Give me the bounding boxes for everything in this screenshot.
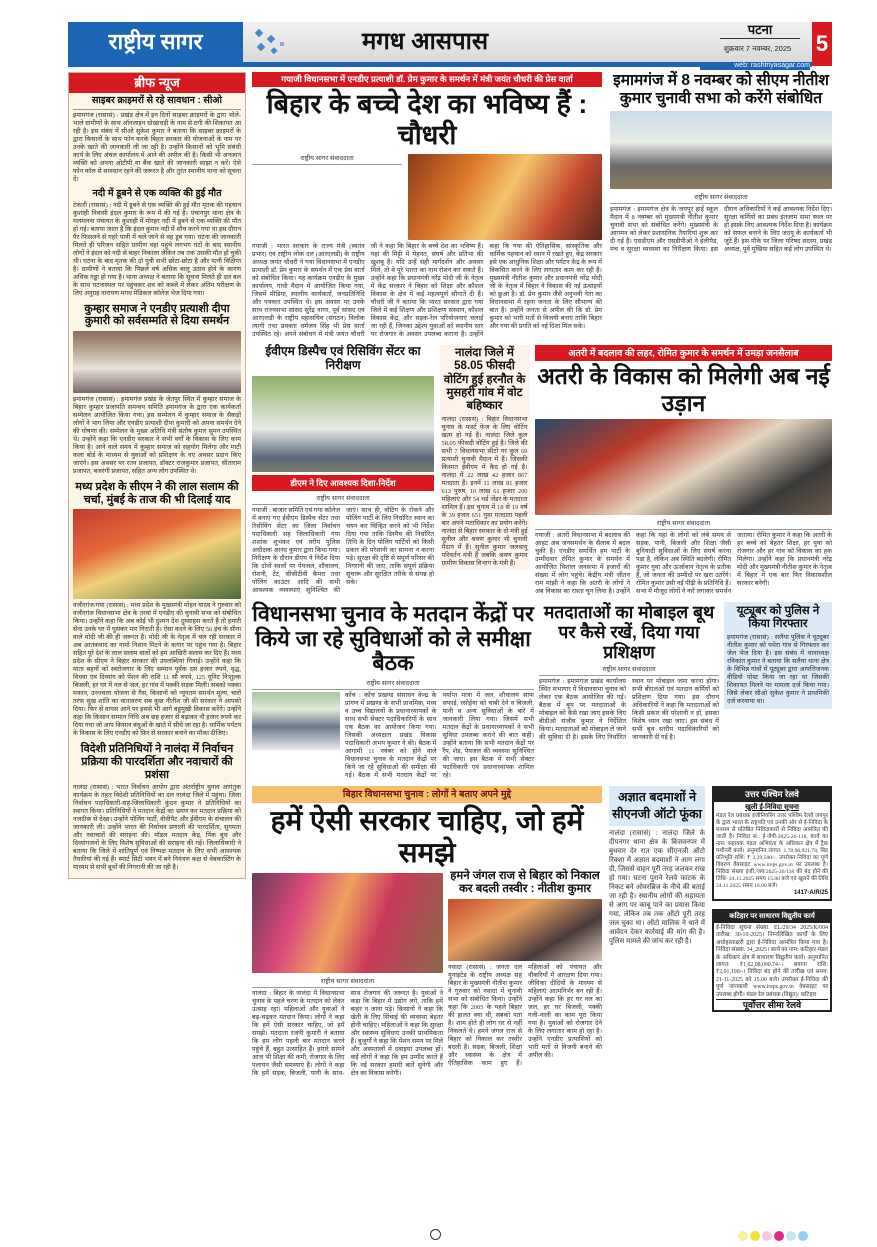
brief-item-title: मध्य प्रदेश के सीएम ने की लाल सलाम की चर्चा, मुंबई के ताज की भी दिलाई याद (75, 481, 239, 506)
atri-story (535, 345, 832, 596)
youtuber-body: इमामगंज (रासासं) : सलैया पुलिस ने यूट्यूबर नीतीश कुमार को पथेरा गांव से गिरफ्तार कर जेल भेज दिया है। इस संबंध में थानाध्यक्ष रविकांत कुमार ने बताया कि सलैया थाना क्षेत्र के विभिन्न गांवों में यूट्यूबर द्वारा आपत्तिजनक वीडियो पोस्ट किया जा रहा था जिसकी शिकायत मिलने पर मामला दर्ज किया गया। जिसे लेकर सीओ सुकेश कुमार ने प्राथमिकी दर्ज करवाया था। (727, 634, 829, 706)
brief-item-title: विदेशी प्रतिनिधियों ने नालंदा में निर्वाचन प्रक्रिया की पारदर्शिता और नवाचारों की प्रशंसा (80, 743, 234, 781)
ad-code: 1417-A/R/25 (793, 889, 828, 896)
people-body: नालंदा : बिहार के नालंदा में विधानसभा चुनाव के पहले चरण के मतदान को लेकर उत्साह रहा। महिलाओं और युवाओं ने बढ़-चढ़कर मतदान किया। लोगों ने कहा कि हमें ऐसी सरकार चाहिए, जो हमें समझे। मतदाता रजनी कुमारी ने बताया कि हम लोग पहली बार मतदान करने पहुंचे हैं, बहुत उत्साहित हैं। हमारे सामने आज भी शिक्षा की कमी, रोजगार के लिए पलायन जैसी समस्याएं हैं। लोगों ने कहा कि हमें सड़क, बिजली, पानी के साथ-साथ रोजगार की जरूरत है। युवाओं ने कहा कि बिहार में उद्योग लगे, ताकि हमें बाहर न जाना पड़े। किसानों ने कहा कि खेती के लिए सिंचाई की व्यवस्था बेहतर होनी चाहिए। महिलाओं ने कहा कि सुरक्षा और स्वास्थ्य सुविधाएं उनकी प्राथमिकता हैं। बुजुर्गों ने कहा कि पेंशन समय पर मिले और अस्पतालों में दवाइयां उपलब्ध हों। कई लोगों ने कहा कि हम उम्मीद करते हैं कि नई सरकार हमारी बातें सुनेगी और क्षेत्र का विकास करेगी। (252, 989, 443, 1077)
byline: राष्ट्रीय सागर संवाददाता (535, 518, 832, 530)
page-number: 5 (812, 22, 832, 66)
lead-headline: बिहार के बच्चे देश का भविष्य हैं : चौधरी (266, 89, 588, 151)
cng-headline: अज्ञात बदमाशों ने सीएनजी ऑटो फूंका (609, 786, 705, 826)
nalanda-headline: नालंदा जिले में 58.05 फीसदी वोटिंग हुई हरनौत के मुसहरी गांव में वोट बहिष्कार (443, 347, 526, 412)
nitish-story (448, 870, 602, 1068)
mobile-headline: मतदाताओं का मोबाइल बूथ पर कैसे रखें, दिया गया प्रशिक्षण (543, 601, 715, 663)
ad-footer: पूर्वोत्तर सीमा रेलवे (716, 999, 828, 1010)
diamond-decoration-icon (250, 26, 300, 58)
ad-body: मंडल रेल प्रबंधक इंजीनियरिंग उत्तर पश्चिम रेलवे जयपुर के द्वारा भारत के राष्ट्रपति एवं उनकी ओर से ई-निविदा के माध्यम से प्रतिष्ठित निविदाकारों से निविदा आमंत्रित की जाती है। निविदा सं.: ई-जेपी-2025-26-118, कार्य का नाम: सहायक मंडल अभियंता के अधिकार क्षेत्र में ट्रैक मशीनरी कार्य। अनुमानित लागत: 1,78,96,921.78, बिड प्रतिभूति राशि: ₹ 2,39,500/-. उपरोक्त निविदा का पूर्ण विवरण वेबसाइट www.ireps.gov.in पर उपलब्ध है। निविदा संख्या इंजी./जय/2025-26/118 की बंद होने की तिथि- 24.11.2025 समय 15.00 बजे एवं खुलने की तिथि 24.11.2025 समय 16.00 बजे। (716, 812, 828, 889)
evm-caption: डीएम ने दिए आवश्यक दिशा-निर्देश (252, 475, 434, 491)
cng-story (609, 786, 705, 946)
review-body: कोंच : कोंच प्रखण्ड संसाधन केन्द्र के प्रांगण में प्रखण्ड के सभी प्राथमिक, मध्य व उच्च विद्यालयों के प्रधानाध्यापकों के साथ सभी सेक्टर पदाधिकारियों के साथ एक बैठक का आयोजन किया गया। जिसकी अध्यक्षता प्रखंड विकास पदाधिकारी अभय कुमार ने की। बैठक में आगामी 11 नवंबर को होने वाले विधानसभा चुनाव के मतदान केंद्रों पर किये जा रहे सुविधाओं की समीक्षा की गई। बैठक में सभी मतदान केंद्रों पर पर्याप्त मात्रा में जल, शौचालय साफ सफाई, रसोईया को चाबी देने व बिजली, पानी व अन्य सुविधाओं के बारे में जानकारी लिया गया। जिसमें सभी मतदान केंद्रों के प्रधानाध्यापकों ने सभी सुविधा उपलब्ध कराने की बात कही। उन्होंने बताया कि सभी मतदान केंद्रों पर रैंप, शेड, पेयजल की व्यवस्था सुनिश्चित की जाए। इस बैठक में सभी सेक्टर पदाधिकारी एवं प्रधानाध्यापक शामिल रहे। (345, 692, 534, 780)
brief-item-title: नदी में डूबने से एक व्यक्ति की हुई मौत (92, 187, 222, 199)
brief-item (69, 300, 245, 478)
youtuber-headline: यूट्यूबर को पुलिस ने किया गिरफ्तार (736, 604, 820, 631)
photo-nitish-rally (448, 899, 602, 961)
main-content (252, 72, 832, 1078)
byline: राष्ट्रीय सागर संवाददाता (252, 678, 534, 690)
section-title: मगध आसपास (361, 28, 489, 55)
row-third (252, 602, 832, 780)
brief-item-body: इमामगंज (रासासं) : इमामगंज प्रखंड के जेतपुर स्थित में कुम्हार समाज के बिहार कुम्हार प्रजापति समन्वय समिति इमामगंज के द्वारा एक कार्यकर्ता सम्मेलन आयोजित किया गया। इस सम्मेलन में कुम्हार समाज के सैकड़ों लोगों ने भाग लिया और एनडीए प्रत्याशी दीपा कुमारी को अपना समर्थन देने की घोषणा की। सम्मेलन के मुख्य अतिथि मंत्री संतोष कुमार सुमन उपस्थित थे। उन्होंने कहा कि एनडीए सरकार ने सभी वर्गों के विकास के लिए काम किया है। आने वाले समय में कुम्हार समाज को सहयोग मिलेगा और माटी कला बोर्ड के माध्यम से युवाओं को प्रशिक्षण के नए अवसर प्रदान किए जाएंगे। इस अवसर पर रतन प्रजापत, डॉक्टर राजकुमार प्रजापत, सीताराम प्रजापत, बजरंगी प्रजापत, सहित अन्य लोग उपस्थित थे। (73, 396, 241, 476)
lead-kicker: गयाजी विधानसभा में एनडीए प्रत्याशी डॉ. प्रेम कुमार के समर्थन में मंत्री जयंत चौधरी की प्रेस वार्ता (252, 72, 602, 87)
nitish-body: नवादा (रासासं) : जनता दल यूनाइटेड के राष्ट्रीय अध्यक्ष सह बिहार के मुख्यमंत्री नीतीश कुमार ने गुरुवार को नवादा में चुनावी सभा को संबोधित किया। उन्होंने कहा कि 2005 के पहले बिहार की हालत क्या थी, सबको पता है। शाम होते ही लोग घर से नहीं निकलते थे। हमने जंगल राज से बिहार को निकाल कर तस्वीर बदली है। सड़क, बिजली, शिक्षा और स्वास्थ्य के क्षेत्र में ऐतिहासिक काम हुए हैं। महिलाओं को पंचायत और नौकरियों में आरक्षण दिया गया। जीविका दीदियों के माध्यम से महिलाएं आत्मनिर्भर बन रही हैं। उन्होंने कहा कि हर घर नल का जल, हर घर बिजली, पक्की गली-नाली का काम पूरा किया गया है। युवाओं को रोजगार देने के लिए लगातार काम हो रहा है। उन्होंने एनडीए प्रत्याशियों को भारी मतों से विजयी बनाने की अपील की। (448, 963, 602, 1067)
lead-body: गयाजी : भारत सरकार के राज्य मंत्री (स्वतंत्र प्रभार) एवं राष्ट्रीय लोक दल (आरएलडी) के राष्ट्रीय अध्यक्ष जयंत चौधरी ने गया विधानसभा में एनडीए प्रत्याशी डॉ. प्रेम कुमार के समर्थन में एक प्रेस वार्ता को संबोधित किया। यह कार्यक्रम एनडीए के मुख्य कार्यालय, गांधी मैदान में आयोजित किया गया, जिसमें मीडिया, स्थानीय कार्यकर्ता, जनप्रतिनिधि और पत्रकार उपस्थित थे। इस अवसर पर उनके साथ राज्यसभा सांसद सुरेंद्र नागर, पूर्व सांसद एवं आरएलडी के राष्ट्रीय महासचिव (संगठन) त्रिलोक त्यागी तथा प्रवक्ता धर्मजय सिंह भी प्रेस वार्ता उपस्थित रहे। अपने संबोधन में मंत्री जयंत चौधरी जी ने कहा कि बिहार के बच्चे देश का भविष्य हैं। यहां की मिट्टी में मेहनत, संघर्ष और प्रतिभा की खुशबू है। यदि उन्हें सही मार्गदर्शन और अवसर मिले, तो वे पूरे भारत का नाम रोशन कर सकते हैं। उन्होंने कहा कि प्रधानमंत्री नरेंद्र मोदी जी के नेतृत्व में केंद्र सरकार ने बिहार को शिक्षा और कौशल विकास के क्षेत्र में कई महत्वपूर्ण सौगातें दी हैं। चौधरी जी ने बताया कि भारत सरकार द्वारा गया जिले में कई शिक्षण और प्रशिक्षण संस्थान, कौशल विकास केंद्र, और सड़क-रेल परियोजनाएं चलाई जा रही हैं, जिनका उद्देश्य युवाओं को स्थानीय स्तर पर रोजगार के अवसर उपलब्ध कराना है। उन्होंने कहा कि गया की ऐतिहासिक, सांस्कृतिक और धार्मिक पहचान को ध्यान में रखते हुए, केंद्र सरकार इसे एक आधुनिक शिक्षा और पर्यटन केंद्र के रूप में विकसित करने के लिए लगातार काम कर रही है। मुख्यमंत्री नीतीश कुमार और प्रधानमंत्री नरेंद्र मोदी जी के नेतृत्व में बिहार ने विकास की नई ऊंचाइयों को छुआ है। डॉ. प्रेम कुमार जैसे अनुभवी नेता का विधानसभा में रहना जनता के लिए सौभाग्य की बात है। उन्होंने जनता से अपील की कि डॉ. प्रेम कुमार को भारी मतों से विजयी बनाएं ताकि बिहार और गया की प्रगति को नई दिशा मिल सके। (252, 243, 602, 339)
photo-review-meeting (252, 692, 340, 750)
youtuber-story (724, 602, 832, 709)
row-second (252, 345, 832, 596)
color-registration-marks (735, 1229, 815, 1241)
photo-women-voters (252, 873, 443, 973)
brief-item-body: इमामगंज (रासासं) : प्रखंड क्षेत्र में इन दिनों साइबर क्राइमरों के द्वारा भोले-भाले ग्रामीणों के साथ ऑनलाइन धोखाधड़ी के नाम से ठगी की शिकायत आ रही है। इस संबंध में सीओ सुकेश कुमार ने बताया कि साइबर क्राइमरों के द्वारा किसानों के साथ फोन करके बिहार सरकार की योजनाओं के नाम पर उनके खाते की जानकारी ली जा रही है। उन्होंने किसानों को भूमि संबंधी कार्य के लिए अंचल कार्यालय में आने की अपील की है। किसी भी अनजान व्यक्ति को अपना ओटीपी या बैंक खाते की जानकारी साझा न करें। ऐसे फोन कॉल से सावधान रहने की जरूरत है और तुरंत स्थानीय थाना को सूचना दें। (73, 111, 241, 183)
brief-item-body: नालंदा (रासासं) : भारत निर्वाचन आयोग द्वारा अंतर्राष्ट्रीय चुनाव आगंतुक कार्यक्रम के तहत विदेशी प्रतिनिधियों का दल नालंदा जिले में पहुंचा। जिला निर्वाचन पदाधिकारी-सह-जिलाधिकारी कुंदन कुमार ने प्रतिनिधियों का स्वागत किया। प्रतिनिधियों ने मतदान केंद्रों का भ्रमण कर मतदान प्रक्रिया को नजदीक से देखा। उन्होंने पोलिंग पार्टी, वीवीपैट और ईवीएम के संचालन की जानकारी ली। उन्होंने भारत की निर्वाचन प्रणाली की पारदर्शिता, सुगमता और नवाचारों की सराहना की। मॉडल मतदान केंद्र, पिंक बूथ और दिव्यांगजनों के लिए विशेष सुविधाओं की सराहना की गई। जिलाधिकारी ने बताया कि जिले में शांतिपूर्ण एवं निष्पक्ष मतदान के लिए सभी आवश्यक तैयारियां की गई हैं। स्मार्ट सिटी भवन में बने नियंत्रण कक्ष से वेबकास्टिंग के माध्यम से सभी बूथों की निगरानी की जा रही है। (73, 784, 241, 872)
brief-item (69, 186, 245, 300)
brief-item-title: कुम्हार समाज ने एनडीए प्रत्याशी दीपा कुमारी को सर्वसम्मति से दिया समर्थन (84, 302, 230, 328)
byline: राष्ट्रीय सागर संवाददाता (610, 192, 832, 204)
ads-column (712, 786, 832, 1012)
brief-item-title: साइबर क्राइमरों से रहे सावधान : सीओ (73, 96, 241, 110)
photo-helipad-inspection (610, 111, 832, 189)
brief-news-column (68, 72, 246, 879)
nalanda-story (440, 345, 530, 570)
imamganj-body: इमामगंज : इमामगंज क्षेत्र के जयपुर हाई स्कूल मैदान में 8 नवम्बर को मुख्यमंत्री नीतीश कुमार चुनावी सभा को संबोधित करेंगे। मुख्यमंत्री के आगमन को लेकर प्रशासनिक तैयारियां शुरू कर दी गई हैं। एसडीएम और एसडीपीओ ने हेलीपैड, मंच व सुरक्षा व्यवस्था का निरीक्षण किया। इस दौरान अधिकारियों ने कई आवश्यक निर्देश दिए। सुरक्षा कर्मियों का प्रबंध इंतजाम सभा स्थल पर हो इसके लिए आवश्यक निर्देश दिया है। कार्यक्रम को सफल बनाने के लिए जदयू के कार्यकर्ता भी जुटे हैं। इस मौके पर जिला परिषद सदस्य, प्रखंड अध्यक्ष, पूर्व मुखिया सहित कई लोग उपस्थित थे। (610, 205, 832, 253)
brief-item-body: वजीरगंज/गया (रासासं) : मध्य प्रदेश के मुख्यमंत्री मोहन यादव ने गुरुवार को वजीरगंज विधानसभा क्षेत्र के तरवां में एनडीए की चुनावी सभा को संबोधित किया। उन्होंने कहा कि अब कोई भी दुश्मन देश दुस्साहस करते हैं तो हमारी सेना उनके घर में घुसकर मार गिराती है। ऐसा करने के लिए 56 इंच के सीना वाले मोदी जी की ही जरूरत है। मोदी जी के नेतृत्व में चल रही सरकार में अब आतंकवाद का नामो निशान मिटने के कगार पर पहुंच गया है। बिहार सहित पूरे देश के लाल सलाम वालों को हम आखिरी सलाम कर दिए हैं। मध्य प्रदेश के सीएम ने बिहार सरकार की उपलब्धियां गिनाई। उन्होंने कहा कि माता बहनों को स्वरोजगार के लिए सम्मान पूर्वक दस हजार रुपये, वृद्ध, विधवा एवं दिव्यांग को पेंशन की राशि 11 सौ रुपये, 125 यूनिट निःशुल्क बिजली, हर घर में नल से जल, हर गांव में पक्की सड़क मिली। सबको पक्का मकान, उज्ज्वला योजना से गैस, किसानों को न्यूनतम समर्थन मूल्य, चारों तरफ सुख शांति का वातावरण सब कुछ नीतीश जी की सरकार ने आपको दिया। फिर से वापस आने पर इससे भी आगे बहुमुखी विकास करेंगे। उन्होंने कहा कि किसान सम्मान निधि अब छह हजार से बढ़ाकर नौ हजार रुपये कर दिया गया जो आप किसान बंधुओं के खाते में सीधे जा रहा है। धार्मिक पर्यटन के विकास के लिए एनडीए को फिर से सरकार बनाने का मौका दीजिए। (73, 602, 241, 738)
city-name: पटना (720, 23, 800, 39)
lead-story (252, 72, 602, 339)
brief-item (69, 740, 245, 874)
byline: राष्ट्रीय सागर संवाददाता (252, 153, 402, 165)
evm-body: गयाजी : बाजार समिति एवं गया कॉलेज में बनाए गए ईवीएम डिस्पैच सेंटर तथा रिसीविंग सेंटर का जिला निर्वाचन पदाधिकारी सह जिलाधिकारी गया शशांक शुभंकर एवं वरीय पुलिस अधीक्षक आनंद कुमार द्वारा किया गया। निरीक्षण के दौरान डीएम ने निर्देश दिया कि दोनों स्थलों पर पेयजल, शौचालय, रोशनी, टेंट, सीसीटीवी कैमरा तथा पोलिंग काउंटर आदि की सभी आवश्यक व्यवस्थाएं सुनिश्चित की जाएं। साथ ही, वोटिंग के रोकने और पोलिंग पार्टी के लिए निर्धारित स्थान का चयन कर चिन्हित करने को भी निर्देश दिया गया ताकि डिस्पैच की निर्धारित तिथि के दिन पोलिंग पार्टियों को किसी प्रकार की परेशानी का सामना न करना पड़े। सुरक्षा की दृष्टि से संपूर्ण परिसर की निगरानी की जाए, ताकि संपूर्ण प्रक्रिया सुचारू और सुरक्षित तरीके से संपन्न हो सके। (252, 506, 434, 594)
byline: राष्ट्रीय सागर संवाददाता (252, 976, 443, 988)
photo-press-conference (408, 154, 602, 240)
byline: राष्ट्रीय सागर संवाददाता (252, 493, 434, 505)
byline: राष्ट्रीय सागर संवाददाता (539, 664, 719, 676)
electrical-tender-ad (712, 909, 832, 1012)
people-story (252, 870, 443, 1078)
masthead-logo: राष्ट्रीय सागर (68, 22, 243, 62)
photo-cm-rally (73, 509, 241, 599)
evm-story (252, 345, 434, 595)
ad-org: उत्तर पश्चिम रेलवे (714, 788, 830, 802)
brief-item (69, 93, 245, 186)
brief-news-banner: ब्रीफ न्यूज (69, 73, 245, 93)
nalanda-body: नालंदा (रासासं) : बिहार विधानसभा चुनाव के फर्स्ट फेज के लिए वोटिंग खत्म हो गई है। नालंदा जिले कुल 58.05 फीसदी वोटिंग हुई है। जिले की सभी 7 विधानसभा सीटों पर कुल 69 प्रत्याशी चुनावी मैदान में हैं। जिसकी किस्मत ईवीएम में कैद हो गई है। नालंदा में 22 लाख 42 हजार 867 मतदाता हैं। इनमें 11 लाख 81 हजार 613 पुरुष, 10 लाख 61 हजार 200 महिलाएं और 54 थर्ड जेंडर के मतदाता शामिल हैं। इस चुनाव में 18 से 19 वर्ष के 39 हजार 651 युवा मतदाता पहली बार अपने मताधिकार का प्रयोग करेंगे। नालंदा से बिहार सरकार के दो मंत्री हुई सुनील और श्रवण कुमार भी चुनावी मैदान में हैं। सुनील कुमार जलवायु परिवर्तन मंत्री हैं जबकि श्रवण कुमार ग्रामीण विकास विभाग के मंत्री हैं। (441, 416, 528, 568)
brief-item (69, 478, 245, 740)
brief-item-body: टेकारी (रासासं) : नदी में डूबने से एक व्यक्ति की हुई मौत मृतक की पहचान कुशाही निवासी इंदल कुमार के रूप में की गई है। पंचानपुर थाना क्षेत्र के मलमलना पंचायत के कुशाही में मोरहर नदी में डूबने से एक व्यक्ति की मौत हो गई। बताया जाता है कि इंदल कुमार नदी में शौच करने गया था इस दौरान पैर फिसलने से गहरे पानी में चले जाने से वह डूब गया। घटना की जानकारी मिलते ही परिजन सहित ग्रामीण वहां पहुंचे लगभग घंटों के बाद स्थानीय लोगों ने इंदल को नदी से बाहर निकाला लेकिन तब तक उसकी मौत हो चुकी थी। घटना के बाद मृतक की दो पुत्री सभी छोटा-छोटा है और पत्नी विक्षिप्त है। ग्रामीणों ने बताया कि पिछले वर्ष अधिक बालू उठाव होने के कारण अधिक गड्ढा हो गया है। थाना अध्यक्ष ने बताया कि सूचना मिलते ही दल बल के साथ घटनास्थल पर पहुंचकर शव को कब्जे में लेकर अंतिम परीक्षण के लिए अनुग्रह नारायण मगध मेडिकल कॉलेज भेज दिया गया। (73, 201, 241, 297)
photo-evm-inspection (252, 376, 434, 472)
people-section (252, 786, 602, 1077)
row-bottom (252, 786, 832, 1077)
mobile-body: इमामगंज : इमामगंज प्रखंड कार्यालय स्थित सभागार में विधानसभा चुनाव को लेकर एक बैठक आयोजित की गई। बैठक में बूथ पर मतदाताओं के मोबाइल को कैसे रखा जाए इसके लिए बीडीओ संजीव कुमार ने निर्देशित किया। मतदाताओं को मोबाइल ले जाने की सुविधा दी है। इसके लिए निर्धारित स्थान पर मोबाइल जमा करना होगा। सभी बीएलओ एवं मतदान कर्मियों को प्रशिक्षण दिया गया। इस दौरान अधिकारियों ने कहा कि मतदाताओं को किसी प्रकार की परेशानी न हो, इसका विशेष ध्यान रखा जाए। इस संबंध में सभी बूथ स्तरीय पदाधिकारियों को जानकारी दी गई है। (539, 678, 719, 742)
atri-headline: अतरी के विकास को मिलेगी अब नई उड़ान (537, 363, 830, 416)
photo-community-meeting (73, 331, 241, 393)
cng-body: नालंदा (रासासं) : नालंदा जिले के दीपनगर थाना क्षेत्र के बिजवनपर में बुधवार देर रात एक सीएनजी ऑटो रिक्शा में अज्ञात बदमाशों ने आग लगा दी, जिससे वाहन पूरी तरह जलकर राख हो गया। घटना पुराने रेलवे फाटक के निकट बने ओवरब्रिज के नीचे की बताई जा रही है। स्थानीय लोगों की सहायता से आग पर काबू पाने का प्रयास किया गया, लेकिन तब तक ऑटो पूरी तरह जल चुका था। ऑटो मालिक ने थाने में आवेदन देकर कार्रवाई की मांग की है। पुलिस मामले की जांच कर रही है। (609, 828, 705, 945)
row-top (252, 72, 832, 339)
photo-atri-rally (535, 419, 832, 515)
atri-body: गयाजी : अतरी विधानसभा में बदलाव की आहट अब जनसमर्थन के सैलाब में बदल चुकी है। एनडीए समर्थित हम पार्टी के उम्मीदवार रोमित कुमार के समर्थन में आयोजित विशाल जनसभा में हजारों की संख्या में लोग पहुंचे। केंद्रीय मंत्री जीतन राम मांझी ने कहा कि अतरी के लोगों ने अब विकास का रास्ता चुन लिया है। उन्होंने कहा कि यहां के लोगों को लंबे समय से सड़क, पानी, बिजली और शिक्षा जैसी बुनियादी सुविधाओं के लिए संघर्ष करना पड़ा है, लेकिन अब स्थिति बदलेगी। रोमित कुमार युवा और ऊर्जावान नेतृत्व के प्रतीक हैं, जो जनता की उम्मीदों पर खरा उतरेंगे। रोमित कुमार उसी नई पीढ़ी के प्रतिनिधि हैं। सभा में मौजूद लोगों ने नारे लगाकर समर्थन जताया। रोमित कुमार ने कहा कि अतरी के हर बच्चे को बेहतर शिक्षा, हर युवा को रोजगार और हर गांव को विकास का हक मिलेगा। उन्होंने कहा कि प्रधानमंत्री नरेंद्र मोदी और मुख्यमंत्री नीतीश कुमार के नेतृत्व में बिहार में एक बार फिर विकासशील सरकार बनेगी। (535, 531, 832, 595)
evm-headline: ईवीएम डिस्पैच एवं रिसिविंग सेंटर का निरीक्षण (265, 344, 421, 372)
review-story (252, 602, 534, 780)
imamganj-story (610, 72, 832, 254)
crosshair-mark-icon (430, 1229, 441, 1240)
mobile-story (539, 602, 719, 742)
railway-tender-ad (712, 786, 832, 901)
atri-kicker: अतरी में बदलाव की लहर, रोमित कुमार के समर्थन में उमड़ा जनसैलाब (535, 345, 832, 361)
review-headline: विधानसभा चुनाव के मतदान केंद्रों पर किये जा रहे सुविधाओं को ले समीक्षा बैठक (252, 601, 534, 676)
issue-date: शुक्रवार 7 नवम्बर, 2025 (723, 44, 792, 53)
people-kicker: बिहार विधानसभा चुनाव : लोगों ने बताए अपने मुद्दे (252, 786, 602, 803)
ad-body: ई-निविदा सूचना संख्या. EL/29/34 2025/K/004 तारीख: 30-10-2025। निम्नलिखित कार्यों के लिए अधोहस्ताक्षरी द्वारा ई-निविदा आमंत्रित किया गया है। निविदा संख्या. 34_2025। कार्य का नाम: कटिहार मंडल के अधिकार क्षेत्र में साधारण विद्युतीय कार्य। अनुमानित लागत: ₹1,02,08,090.74/-। बयाना राशि: ₹2,01,100/-। निविदा बंद होने की तारीख एवं समय: 21-11-2025 को 15.00 बजे। उपरोक्त ई-निविदा की पूर्ण जानकारी www.ireps.gov.in वेबसाइट पर उपलब्ध होगी। मंडल रेल प्रबंधक (विद्युत)/ कटिहार (716, 924, 828, 998)
nitish-headline: हमने जंगल राज से बिहार को निकाल कर बदली तस्वीर : नीतीश कुमार (450, 869, 600, 895)
ad-org: कटिहार पर साधारण विद्युतीय कार्य (714, 911, 830, 923)
people-headline: हमें ऐसी सरकार चाहिए, जो हमें समझे (270, 805, 584, 869)
ad-title: खुली ई-निविदा सूचना (745, 803, 799, 811)
website-url: web: rashtriyasagar.com (700, 62, 810, 70)
imamganj-headline: इमामगंज में 8 नवम्बर को सीएम नीतीश कुमार चुनावी सभा को करेंगे संबोधित (613, 72, 829, 107)
